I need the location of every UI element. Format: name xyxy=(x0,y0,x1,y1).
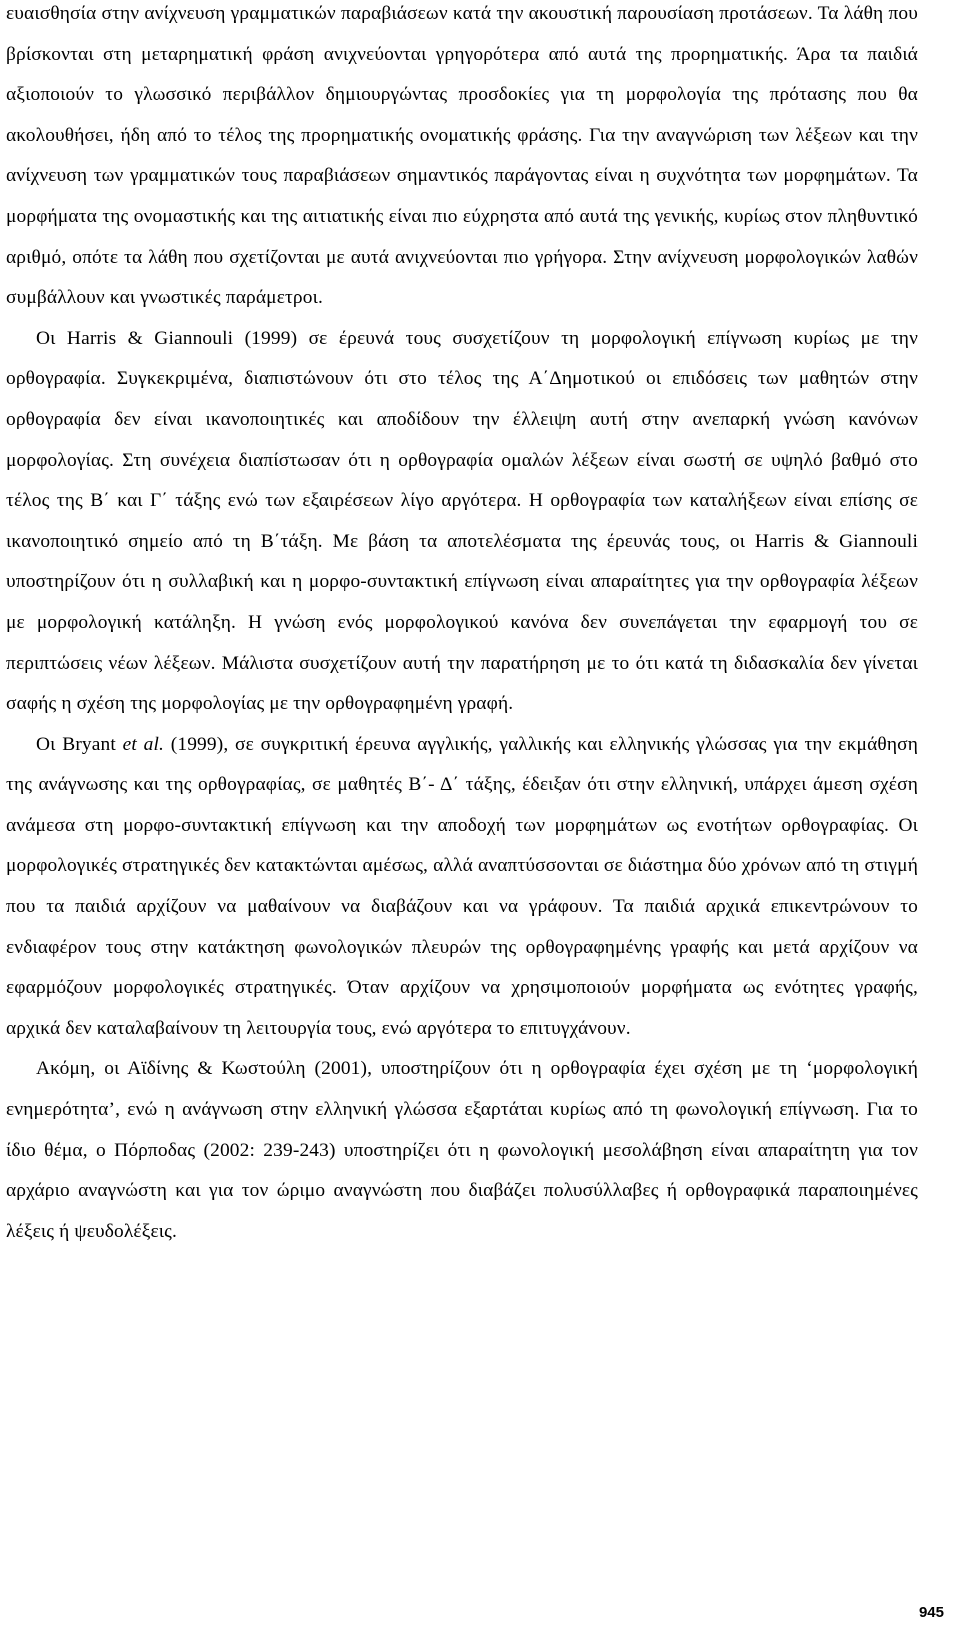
paragraph xyxy=(6,319,918,725)
paragraph xyxy=(6,725,918,1050)
paragraph-text: (1999), σε συγκριτική έρευνα αγγλικής, γαλλικής και ελληνικής γλώσσας για την εκμάθηση της ανάγνωσης και της ορθογραφίας, σε μαθητές Β΄- Δ΄ τάξης, έδειξαν ότι στην ελληνική, υπάρχει άμεση σχέση ανάμεσα στη μορφο-συντακτική επίγνωση και την αποδοχή των μορφημάτων ως ενοτήτων ορθογραφίας. Οι μορφολογικές στρατηγικές δεν κατακτώνται αμέσως, αλλά αναπτύσσονται σε διάστημα δύο χρόνων από τη στιγμή που τα παιδιά αρχίζουν να μαθαίνουν να διαβάζουν και να γράφουν. Τα παιδιά αρχικά επικεντρώνουν το ενδιαφέρον τους στην κατάκτηση φωνολογικών πλευρών της ορθογραφημένης γραφής και μετά αρχίζουν να εφαρμόζουν μορφολογικές στρατηγικές. Όταν αρχίζουν να χρησιμοποιούν μορφήματα ως ενότητες γραφής, αρχικά δεν καταλαβαίνουν τη λειτουργία τους, ενώ αργότερα το επιτυγχάνουν. xyxy=(6,733,918,1039)
paragraph-text: Οι Harris & Giannouli (1999) σε έρευνά τους συσχετίζουν τη μορφολογική επίγνωση κυρίως με την ορθογραφία. Συγκεκριμένα, διαπιστώνουν ότι στο τέλος της Α΄Δημοτικού οι επιδόσεις των μαθητών στην ορθογραφία δεν είναι ικανοποιητικές και αποδίδουν την έλλειψη αυτή στην ανεπαρκή γνώση κανόνων μορφολογίας. Στη συνέχεια διαπίστωσαν ότι η ορθογραφία ομαλών λέξεων είναι σωστή σε υψηλό βαθμό στο τέλος της Β΄ και Γ΄ τάξης ενώ των εξαιρέσεων λίγο αργότερα. Η ορθογραφία των καταλήξεων είναι επίσης σε ικανοποιητικό σημείο από τη Β΄τάξη. Με βάση τα αποτελέσματα της έρευνάς τους, οι Harris & Giannouli υποστηρίζουν ότι η συλλαβική και η μορφο-συντακτική επίγνωση είναι απαραίτητες για την ορθογραφία λέξεων με μορφολογική κατάληξη. Η γνώση ενός μορφολογικού κανόνα δεν συνεπάγεται την εφαρμογή του σε περιπτώσεις νέων λέξεων. Μάλιστα συσχετίζουν αυτή την παρατήρηση με το ότι κατά τη διδασκαλία δεν γίνεται σαφής η σχέση της μορφολογίας με την ορθογραφημένη γραφή. xyxy=(6,327,918,715)
paragraph-text: Ακόμη, οι Αϊδίνης & Κωστούλη (2001), υποστηρίζουν ότι η ορθογραφία έχει σχέση με τη ‘μορφολογική ενημερότητα’, ενώ η ανάγνωση στην ελληνική γλώσσα εξαρτάται κυρίως από τη φωνολογική επίγνωση. Για το ίδιο θέμα, ο Πόρποδας (2002: 239-243) υποστηρίζει ότι η φωνολογική μεσολάβηση είναι απαραίτητη για τον αρχάριο αναγνώστη και για τον ώριμο αναγνώστη που διαβάζει πολυσύλλαβες ή ορθογραφικά παραποιημένες λέξεις ή ψευδολέξεις. xyxy=(6,1058,918,1242)
paragraph xyxy=(6,1049,918,1252)
page-number: 945 xyxy=(918,1604,944,1621)
paragraph-text: ευαισθησία στην ανίχνευση γραμματικών παραβιάσεων κατά την ακουστική παρουσίαση προτάσεων. Τα λάθη που βρίσκονται στη μεταρηματική φράση ανιχνεύονται γρηγορότερα από αυτά της προρηματικής. Άρα τα παιδιά αξιοποιούν το γλωσσικό περιβάλλον δημιουργώντας προσδοκίες για τη μορφολογία της πρότασης που θα ακολουθήσει, ήδη από το τέλος της προρηματικής ονοματικής φράσης. Για την αναγνώριση των λέξεων και την ανίχνευση των γραμματικών τους παραβιάσεων σημαντικός παράγοντας είναι η συχνότητα των μορφημάτων. Τα μορφήματα της ονομαστικής και της αιτιατικής είναι πιο εύχρηστα από αυτά της γενικής, κυρίως στον πληθυντικό αριθμό, οπότε τα λάθη που σχετίζονται με αυτά ανιχνεύονται πιο γρήγορα. Στην ανίχνευση μορφολογικών λαθών συμβάλλουν και γνωστικές παράμετροι. xyxy=(6,3,918,309)
document-body xyxy=(6,0,918,1252)
paragraph xyxy=(6,0,918,319)
paragraph-text: Οι Bryant xyxy=(36,733,123,755)
paragraph-text-italic: et al. xyxy=(122,733,165,755)
